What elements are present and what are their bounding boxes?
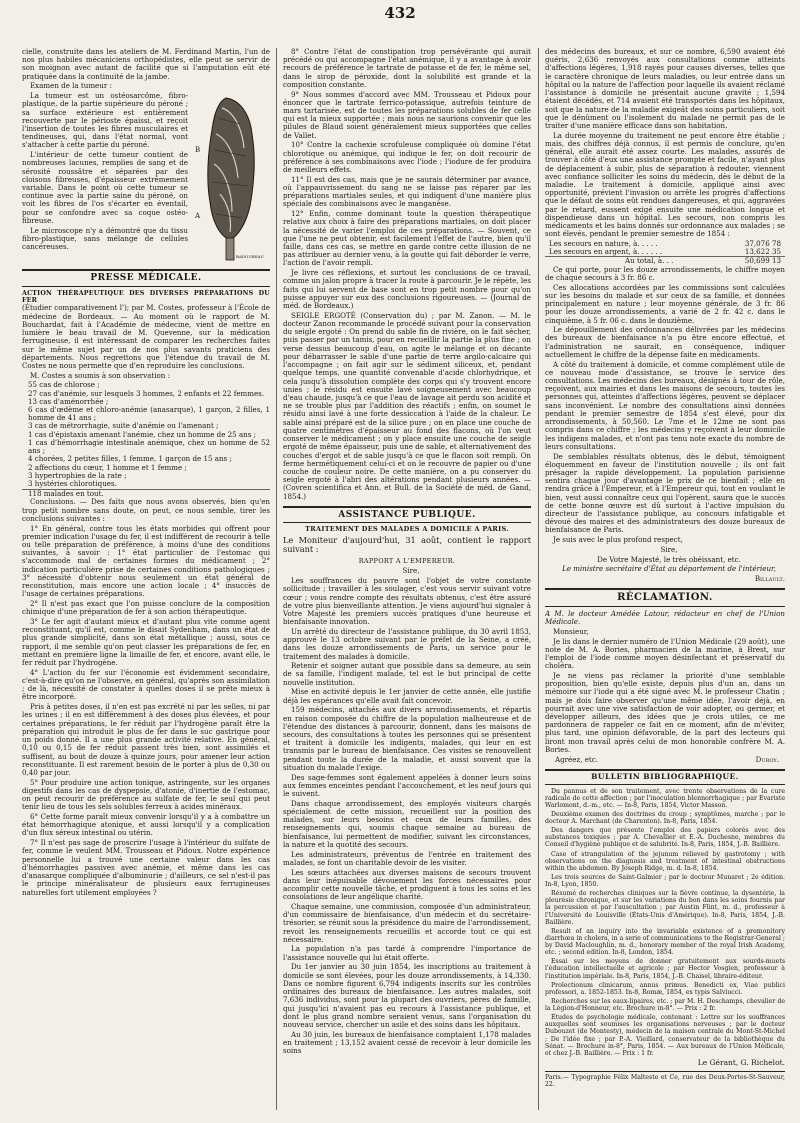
gerant-signature: Le Gérant, G. Richelot.	[697, 1057, 785, 1067]
report-para: Retenir et soigner autant que possible dans sa demeure, au sein de sa famille, l'indigent malade, tel est le but principal de cette nouvelle institution.	[283, 661, 531, 687]
observation-item: 3 cas de métrorrhagie, suite d'anémie ou l'amenant ;	[28, 421, 219, 431]
observation-item: 1 cas d'hémorrhagie intestinale anémique, chez un homme de 52 ans ;	[28, 437, 270, 456]
money-value: 13,622 35	[744, 247, 781, 257]
observation-item: 4 chorées, 2 petites filles, 1 femme, 1 garçon de 15 ans ;	[28, 454, 232, 464]
conclusion-para: Pris à petites doses, il n'en est pas excrété ni par les selles, ni par les urines ; il en est différemment à des doses plus élevées, et pour certaines préparations, le fer réduit par l'hydrogène paraît être la préparation qui introduit le plus de fer dans le suc gastrique pour un poids donné. Il a une plus grande activité relative. En général, 0,10 ou 0,15 de fer réduit passent très bien, sont assimilés et suffisent, au bout de douze à quinze jours, pour amener leur action reconstituante. Il est rarement besoin de le porter à plus de 0,30 ou 0,40 par jour.	[22, 702, 270, 777]
observation-intro: M. Costes a soumis à son observation :	[30, 370, 171, 380]
column-rule-2	[538, 48, 539, 1110]
figure-label-a: A	[195, 212, 201, 221]
moniteur-lead: Le Moniteur d'aujourd'hui, 31 août, contient le rapport suivant :	[283, 534, 531, 555]
subheading-traitement: TRAITEMENT DES MALADES A DOMICILE A PARIS.	[305, 525, 509, 534]
conclusion-para: 2° Il n'est pas exact que l'on puisse conclure de la composition chimique d'une préparation de fer à son action thérapeutique.	[22, 599, 270, 617]
report-para: Un arrêté du directeur de l'assistance publique, du 30 avril 1853, approuvé le 13 octobre suivant par le préfet de la Seine, a créé, dans les douze arrondissements de Paris, un service pour le traitement des malades à domicile.	[283, 626, 531, 661]
report-para: A côté du traitement à domicile, et comme complément utile de ce nouveau mode d'assistance, se trouve le service des consultations. Les médecins des bureaux, désignés à tour de rôle, reçoivent, aux mairies et dans les maisons de secours, toutes les personnes qui, atteintes d'affections légères, peuvent se déplacer sans inconvénient. Le nombre des consultations ainsi données pendant le premier semestre de 1854 s'est élevé, pour dix arrondissements, à 50,560. Le 7me et le 12me ne sont pas compris dans ce chiffre ; les médecins y reçoivent à leur domicile les indigens malades, et n'ont pas tenu note exacte du nombre de leurs consultations.	[545, 359, 785, 451]
report-para: Ces allocations accordées par les commissions sont calculées sur les besoins du malade et sur ceux de sa famille, et données principalement en nature ; leur moyenne générale, de 3 fr. 86 pour les douze arrondissements, a varié de 2 fr. 42 c. dans le cinquième, à 5 fr. 06 c. dans le douzième.	[545, 282, 785, 325]
bibliography-item: Études de psychologie médicale, contenant : Lettre sur les souffrances auxquelles sont soumises les organisations nerveuses ; par le docteur Dubouzet (de Montesty), médecin de la maison centrale du Mont-St-Michel ; De l'idée fixe ; par P.-A. Vieillard, conservateur de la bibliothèque du Sénat. — Brochure in-8°, Paris, 1854. — Aux bureaux de l'Union Médicale, et chez J.-B. Baillière. — Prix : 1 fr.	[545, 1014, 785, 1057]
closing-line: Le ministre secrétaire d'État au département de l'intérieur,	[562, 564, 776, 574]
report-para: Ce qui porte, pour les douze arrondissements, le chiffre moyen de chaque secours à 3 fr. 86 c.	[545, 264, 785, 282]
tumor-para: L'intérieur de cette tumeur contient de nombreuses lacunes, remplies de sang et de sérosité roussâtre et séparées par des cloisons fibreuses, d'épaisseur extrêmement variable. Dans le point où cette tumeur se continue avec la partie saine du péroné, on voit les fibres de l'os s'écarter en éventail, pour se confondre avec sa coque ostéo-fibreuse.	[22, 150, 188, 225]
salutation-sire: Sire,	[402, 566, 420, 576]
conclusion-para: 1° En général, contre tous les états morbides qui offrent pour premier indication l'usage du fer, il est indifférent de recourir à telle ou telle préparation de préférence, à moins d'une des conditions suivantes, à savoir : 1° état particulier de l'estomac qui s'accommode mal de certaines formes du médicament ; 2° indication particulière prise de certaines conditions pathologiques ; 3° nécessité d'obtenir nous seulement un état général de reconstitution, mais encore une action locale ; 4° insuccès de l'usage de certaines préparations.	[22, 523, 270, 599]
observation-item: 1 cas d'épistaxis amenant l'anémie, chez un homme de 25 ans ;	[28, 429, 257, 439]
bibliography-item: Case of strangulation of the jejunum relieved by gastrotomy ; with observations on the diagnosis and treatment of intestinal obstructions within the abdomen. By Joseph Ridge, m. d. In-8, 1854.	[545, 850, 785, 872]
bibliography-item: Du pannus et de son traitement, avec trente observations de la cure radicale de cette affection ; par l'inoculation blennorrhagique ; par Evariste Warlomont, d.-m., etc. — In-8, Paris, 1854, Victor Masson.	[545, 787, 785, 809]
conclusion-para: 3° Le fer agit d'autant mieux et d'autant plus vite comme agent reconstituant, qu'il est, comme le disait Sydenham, dans un état de plus grande simplicité, dans son état métallique ; aussi, sous ce rapport, il me semble qu'on peut classer les préparations de fer, en mettant en première ligne la limaille de fer, et encore, avant elle, le fer réduit par l'hydrogène.	[22, 617, 270, 668]
money-label: Au total, à. . .	[625, 256, 674, 266]
closing-line: De Votre Majesté, le très obéissant, etc.	[597, 554, 741, 564]
section-title-assistance: ASSISTANCE PUBLIQUE.	[283, 506, 531, 523]
observation-item: 3 hystéries chlorotiques.	[28, 479, 117, 488]
section-title-reclamation: RÉCLAMATION.	[545, 588, 785, 607]
report-para: 159 médecins, attachés aux divers arrondissements, et répartis en raison composée du chiffre de la population malheureuse et de l'étendue des distances à parcourir, donnent, dans les maisons de secours, des consultations à toutes les personnes qui se présentent et traitent à domicile les indigents, malades, qui leur en est transmis par le bureau de bienfaisance. Ces visites se renouvellent pendant toute la durée de la maladie, et aussi souvent que la situation du malade l'exige.	[283, 705, 531, 772]
report-para: De semblables résultats obtenus, dès le début, témoignent éloquemment en faveur de l'institution nouvelle ; ils ont fait présager la rapide développement. La population parisienne sentira chaque jour d'avantage le prix de ce bienfait ; elle en rendra grâce à l'Empereur, et à l'Empereur qui, tout en voulant le bien, veut aussi connaître ceux qui l'opèrent, saura que le succès de cette bonne œuvre est dû surtout à l'active impulsion du directeur de l'assistance publique, au concours infatigable et dévoué des maires et des administrateurs des douze bureaux de bienfaisance de Paris.	[545, 451, 785, 535]
bibliography-item: Essai sur les moyens de donner gratuitement aux sourds-muets l'éducation intellectuelle et agricole ; par Hector Vosgien, professeur à l'institution impériale. In-8, Paris, 1854, J.-B. Chaisel, libraire-éditeur.	[545, 958, 785, 980]
conclusion-para: 4° L'action du fer sur l'économie est évidemment secondaire, c'est-à-dire qu'on ne l'observe, en général, qu'après son assimilation ; de là, nécessité de constater à quelles doses il se prête mieux à être incorporé.	[22, 667, 270, 702]
reclamation-agreez: Agréez, etc.	[555, 754, 598, 764]
report-para: Le dépouillement des ordonnances délivrées par les médecins des bureaux de bienfaisance n'a pu être encore effectué, et l'administration ne saurait, en conséquence, indiquer actuellement le chiffre de la dépense faite en médicaments.	[545, 325, 785, 359]
report-para: La population n'a pas tardé à comprendre l'importance de l'assistance nouvelle qui lui était offerte.	[283, 944, 531, 962]
report-para: Les administrateurs, préventus de l'entrée en traitement des malades, se font un charitable devoir de les visiter.	[283, 849, 531, 867]
section-title-bulletin: BULLETIN BIBLIOGRAPHIQUE.	[545, 769, 785, 785]
reclamation-monsieur: Monsieur,	[553, 626, 589, 636]
closing-line: Sire,	[660, 544, 678, 554]
column-2	[283, 48, 531, 1110]
observation-total: 118 malades en tout.	[22, 489, 270, 498]
printer-imprint: Paris.— Typographie Félix Malteste et Ce, rue des Deux-Portes-St-Sauveur, 22.	[545, 1071, 785, 1088]
bibliography-item: Result of an inquiry into the invariable existence of a premonitory diarrhœa in cholera, in a serie of communications to the Registrar-General ; by David Macloughlin, m. d., honorary member of the royal Irish Academy, etc. ; second edition. In-8, London, 1854.	[545, 927, 785, 957]
conclusion-para: Conclusions. — Des faits que nous avons observés, bien qu'en trop petit nombre sans doute, on peut, ce nous semble, tirer les conclusions suivantes :	[22, 497, 270, 523]
observation-item: 6 cas d'œdème et chloro-anémie (anasarque), 1 garçon, 2 filles, 1 homme de 41 ans ;	[28, 405, 270, 423]
body-para-seigle: SEIGLE ERGOTÉ (Conservation du) ; par M. Zanon. — M. le docteur Zanon recommande le procédé suivant pour la conservation du seigle ergoté : On prend du sable fin de rivière, on le fait sécher, puis passer par un tamis, pour en recueillir la partie la plus fine ; on verse dessus beaucoup d'eau, on agite le mélange et on décante pour débarrasser le sable d'une partie de terre argilo-calcaire qui l'accompagne ; on fait agir sur le sédiment siliceux, et, pendant quelque temps, une quantité convenable d'acide chlorhydrique, et cela jusqu'à dissolution complète des corps qui s'y trouvent encore unies ; le résidu est ensuite lavé soigneusement avec beaucoup d'eau chaude, jusqu'à ce que l'eau de lavage ait perdu son acidité et ne se trouble plus par l'addition des réactifs ; enfin, on soumet le résidu ainsi lavé à une forte dessiccation à l'aide de la chaleur. Le sable ainsi préparé est de la silice pure ; on en place une couche de quatre centimètres d'épaisseur au fond des flacons, où l'on veut conserver le médicament ; on y place ensuite une couche de seigle ergoté de même épaisseur, puis une de sable, et alternativement des couches d'ergot et de sable jusqu'à ce que le flacon soit rempli. On ferme hermétiquement celui-ci et on le recouvre de papier ou d'une couche de couleur noire. De cette manière, on a pu conserver du seigle ergoté à l'abri des altérations pendant plusieurs années. — (Covren scientifica et Ann. et Bull. de la Société de méd. de Gand, 1854.)	[283, 310, 531, 501]
body-para: 8° Contre l'état de constipation trop persévérante qui aurait précédé ou qui accompagne l'état anémique, il y a avantage à avoir recours de préférence le tartrate de potasse et de fer, le même sel, dans le sirop de péroxide, dont la solubilité est grande et la composition constante.	[283, 48, 531, 89]
tumor-para: La tumeur est un ostéosarcôme, fibro-plastique, de la partie supérieure du péroné ; sa surface extérieure est entièrement recouverte par le périoste épaissi, et reçoit l'insertion de toutes les fibres musculaires et tendineuses, qui, dans l'état normal, vont s'attacher à cette partie du péroné.	[22, 91, 188, 150]
report-para: Chaque semaine, une commission, composée d'un administrateur, d'un commissaire de bienfaisance, d'un médecin et du secrétaire-trésorier, se réunit sous la présidence du maire de l'arrondissement, revoit les renseignements recueillis et accorde tout ce qui est nécessaire.	[283, 901, 531, 944]
reclamation-para: Je lis dans le dernier numéro de l'Union Médicale (29 août), une note de M. A. Bories, pharmacien de la marine, à Brest, sur l'emploi de l'iode comme moyen désinfectant et préservatif du choléra.	[545, 636, 785, 671]
bibliography-item: Des dangers que présente l'emploi des papiers colorés avec des substances toxiques ; par A. Chevallier et E.-A. Duchesne, membres du Conseil d'hygiène publique et de salubrité. In-8, Paris, 1854, J.-B. Baillière.	[545, 827, 785, 849]
figure-label-b: B	[195, 146, 201, 155]
report-para: Les sœurs attachées aux diverses maisons de secours trouvent dans leur inépuisable dévouement les forces nécessaires pour accomplir cette nouvelle tâche, et prodiguent à tous les soins et les consolations de leur angélique charité.	[283, 867, 531, 902]
article-heading-fer: ACTION THÉRAPEUTIQUE DES DIVERSES PRÉPARATIONS DU FER	[22, 289, 270, 305]
tumor-illustration	[192, 94, 270, 264]
report-continued: des médecins des bureaux, et sur ce nombre, 6,590 avaient été guéris, 2,636 renvoyés aux consultations comme atteints d'affections légères, 1,918 rayés pour causes diverses, telles que le caractère chronique de leurs maladies, ou leur entrée dans un hôpital ou la nature de l'affection pour laquelle ils avaient réclamé l'assistance à domicile ne présentait aucune gravité ; 1,594 étaient décédés, et 714 avaient été transportés dans les hôpitaux, soit que la nature de la maladie exigeât des soins particuliers, soit que le dénûment ou l'isolement du malade ne permit pas de le traiter d'une manière efficace dans son habitation.	[545, 48, 785, 130]
observation-item: 27 cas d'anémie, sur lesquels 3 hommes, 2 enfants et 22 femmes.	[28, 388, 265, 398]
body-para: 11° Il est des cas, mais que je ne saurais déterminer par avance, où l'appauvrissement du sang ne se laisse pas réparer par les préparations martiales seules, et qui indiquent d'une manière plus spéciale des combinaisons avec le manganèse.	[283, 174, 531, 209]
report-heading: RAPPORT A L'EMPEREUR.	[358, 556, 456, 565]
engraver-signature: BADOUREAU	[236, 254, 264, 260]
section-title-presse: PRESSE MÉDICALE.	[22, 269, 270, 286]
report-para: La durée moyenne du traitement ne peut encore être établie ; mais, des chiffres déjà connus, il est permis de conclure, qu'en général, elle aurait été assez courte. Les malades, assurés de trouver à côté d'eux une assistance prompte et facile, n'ayant plus de déplacement à subir, plus de séparation à redouter, viennent avec confiance solliciter les soins du médecin, dès le début de la maladie. Le traitement à domicile, appliqué ainsi avec opportunité, prévient l'invasion ou arrête les progrès d'affections que le défaut de soins eût rendues dangereuses, et qui, aggravées par le retard, eussent exigé ensuite une médication longue et dispendieuse dans un hôpital. Les secours, non compris les médicaments et les bains donnés sur ordonnance aux malades ; se sont élevés, pendant le premier semestre de 1854 :	[545, 130, 785, 239]
bibliography-item: Prolectionum clinicarum, annus primus. Benedicti ex, Viae publici professori, a. 1852-1853. In-8, Romæ, 1854, ex typis Salviucci.	[545, 981, 785, 996]
money-value: 50,699 13	[744, 256, 781, 266]
conclusion-para: 5° Pour produire une action tonique, astringente, sur les organes digestifs dans les cas de dyspepsie, d'atonie, d'inertie de l'estomac, on peut recourir de préférence au sulfate de fer, le seul qui peut tenir lieu de tous les sels solubles ferreux à acides minéraux.	[22, 777, 270, 812]
conclusion-para: 6° Cette forme paraît mieux convenir lorsqu'il y a à combattre un état hémorrhagique atonique, et aussi lorsqu'il y a complication d'un flux séreux intestinal ou utérin.	[22, 812, 270, 838]
report-para: Du 1er janvier au 30 juin 1854, les inscriptions au traitement à domicile se sont élevées, pour les douze arrondissements, à 14,330. Dans ce nombre figurent 6,794 indigents inscrits sur les contrôles ordinaires des bureaux de bienfaisance. Les autres malades, soit 7,636 individus, sont pour la plupart des ouvriers, pères de famille, qui jusqu'ici n'avaient pas eu recours à l'assistance publique, et dont le plus grand nombre seraient venus, sans l'organisation du nouveau service, chercher un asile et des soins dans les hôpitaux.	[283, 962, 531, 1029]
reclamation-address: A M. le docteur Amédée Latour, rédacteur en chef de l'Union Médicale.	[545, 608, 785, 627]
tumor-description	[22, 82, 188, 252]
bibliography-item: Deuxième examen des doctrines du croup ; symptômes, marche ; par le docteur A. Marchant (de Charenton). In-8, Paris, 1854.	[545, 810, 785, 825]
body-para: 10° Contre la cachexie scrofuleuse compliquée où domine l'état chlorotique ou anémique, qui indique le fer, on doit recourir de préférence à ses combinaisons avec l'iode ; l'iodure de fer produira de meilleurs effets.	[283, 140, 531, 175]
money-value: 37,076 78	[744, 239, 781, 249]
reclamation-signoff	[545, 756, 785, 764]
observation-item: 3 hypertrophies de la rate ;	[28, 470, 127, 480]
report-para: Au 30 juin, les bureaux de bienfaisance comptaient 1,178 malades en traitement ; 13,152 avaient cessé de recevoir à leur domicile les soins	[283, 1029, 531, 1056]
intro-paragraph: cielle, construite dans les ateliers de M. Ferdinand Martin, l'un de nos plus habiles mécaniciens orthopédistes, elle peut se servir de son moignon avec autant de facilité que si l'amputation eût été pratiquée dans la continuité de la jambe.	[22, 48, 270, 81]
money-label: Les secours en nature, à. . . . .	[549, 239, 658, 249]
column-1	[22, 48, 270, 1110]
column-rule-1	[276, 48, 277, 1110]
conclusion-para: 7° Il n'est pas sage de proscrire l'usage à l'intérieur du sulfate de fer, comme le veulent MM. Trousseau et Pidoux. Notre expérience personnelle lui a trouvé une certaine valeur dans les cas d'hémorrhagies passives avec anémie, et même dans les cas d'anasarque compliquée d'albuminurie ; d'ailleurs, ce sel n'est-il pas le principe minéralisateur de plusieurs eaux ferrugineuses naturelles fort utilement employées ?	[22, 838, 270, 897]
bibliography-item: Les trois sources de Saint-Galmier ; par le docteur Munaret ; 2e édition. In-8, Lyon, 1850.	[545, 873, 785, 888]
observation-item: 13 cas d'aménorrhée ;	[28, 396, 109, 406]
report-para: Mise en activité depuis le 1er janvier de cette année, elle justifie déjà les espérances qu'elle avait fait concevoir.	[283, 687, 531, 705]
column-3	[545, 48, 785, 1110]
tumor-para: Examen de la tumeur :	[30, 81, 112, 91]
body-para: 12° Enfin, comme dominant toute la question thérapeutique relative aux choix à faire des préparations martiales, on doit placer la nécessité de varier l'emploi de ces préparations. — Souvent, ce que l'une ne peut obtenir, est facilement l'effet de l'autre, bien qu'il faille, dans ces cas, se mettre en garde contre cette illusion de ne pas attribuer au dernier venu, à la goutte qui fait déborder le verre, l'action de l'avoir rempli.	[283, 209, 531, 268]
bibliography-item: Résumé de recherches cliniques sur la fièvre continue, la dysentérie, la pleurésie chronique, et sur les variations du bon dans les soins fournis par la percussion et par l'auscultation ; par Austin Flint, m. d., professeur à l'Université de Louisville (États-Unis d'Amérique). In-8, Paris, 1854, J.-B. Baillière.	[545, 890, 785, 926]
page-number: 432	[384, 4, 416, 22]
report-para: Dans chaque arrondissement, des employés visiteurs chargés spécialement de cette mission, recueillent sur la position des malades, sur leurs besoins et ceux de leurs familles, des renseignements qui, soumis chaque semaine au bureau de bienfaisance, lui permettent de modifier, suivant les circonstances, la nature et la quotité des secours.	[283, 798, 531, 849]
observation-item: 2 affections du cœur, 1 homme et 1 femme ;	[28, 462, 187, 472]
bibliography-list	[545, 788, 785, 1057]
tumor-figure-section	[22, 82, 270, 264]
reclamation-signature: Duroy.	[755, 754, 779, 764]
tumor-engraving	[192, 94, 270, 264]
article-intro: (Étudier comparativement l'); par M. Costes, professeur à l'École de médecine de Bordeaux. — Au moment où le rapport de M. Bouchardat, fait à l'Académie de médecine, vient de mettre en lumière le beau travail de M. Quevenne, sur la médication ferrugineuse, il est intéressant de comparer les recherches faites sur le même sujet par un de nos plus savants praticiens des départements. Nous regrettons que l'étendue du travail de M. Costes ne nous permette que d'en reproduire les conclusions.	[22, 303, 270, 370]
tumor-para: Le microscope n'y a démontré que du tissu fibro-plastique, sans mélange de cellules cancéreuses.	[22, 225, 188, 252]
money-label: Les secours en argent, à. . . . . .	[549, 247, 663, 257]
reclamation-para: Je ne viens pas réclamer la priorité d'une semblable proposition, bien qu'elle existe, depuis plus d'un an, dans un mémoire sur l'iode qui a été signé avec M. le professeur Chatin ; mais je dois faire observer qu'une même idée, l'avoir déjà, en pourrait avec une vive satisfaction de voir adopter, ou germer, et développer ailleurs, des idées que je crois utiles, ce me pardonnera de rappeler ce fait en ce moment, afin de m'éviter, plus tard, une opinion défavorable, de la part des lecteurs qui liront mon travail après celui de mon honorable confrère M. A. Bories.	[545, 670, 785, 754]
report-para: Les souffrances du pauvre sont l'objet de votre constante sollicitude ; travailler à les soulager, c'est vous servir suivant votre cœur ; vous rendre compte des résultats obtenus, c'est être assuré de votre plus bienveillante attention. Je viens aujourd'hui signaler à Votre Majesté les premiers succès pratiques d'une heureuse et bienfaisante innovation.	[283, 576, 531, 627]
report-para: Je suis avec le plus profond respect,	[553, 535, 683, 545]
signature-billault: Billault.	[754, 574, 785, 584]
report-para: Des sage-femmes sont également appelées à donner leurs soins aux femmes enceintes pendant l'accouchement, et les neuf jours qui le suivent.	[283, 772, 531, 799]
body-para: 9° Nous sommes d'accord avec MM. Trousseau et Pidoux pour énoncer que le tartrate ferrico-potassique, autrefois teinture de mars tartarisée, est de toutes les préparations solubles de fer celle qui est la mieux supportée ; mais nous ne saurions convenir que les pilules de Blaud soient généralement mieux supportées que celles de Vallet.	[283, 89, 531, 140]
observation-item: 55 cas de chlorose ;	[28, 380, 100, 390]
body-para: Je livre ces réflexions, et surtout les conclusions de ce travail, comme un jalon propre à tracer la route à parcourir. Je le répète, les faits qui lui servent de base sont en trop petit nombre pour qu'on puisse appuyer sur eux des conclusions rigoureuses. — (Journal de méd. de Bordeaux.)	[283, 268, 531, 311]
bibliography-item: Recherches sur les eaux-lipaires, etc. ; par M. H. Deschamps, chevalier de la Légion-d'Honneur, etc. Brochure in-8°. — Prix : 2 fr.	[545, 997, 785, 1012]
